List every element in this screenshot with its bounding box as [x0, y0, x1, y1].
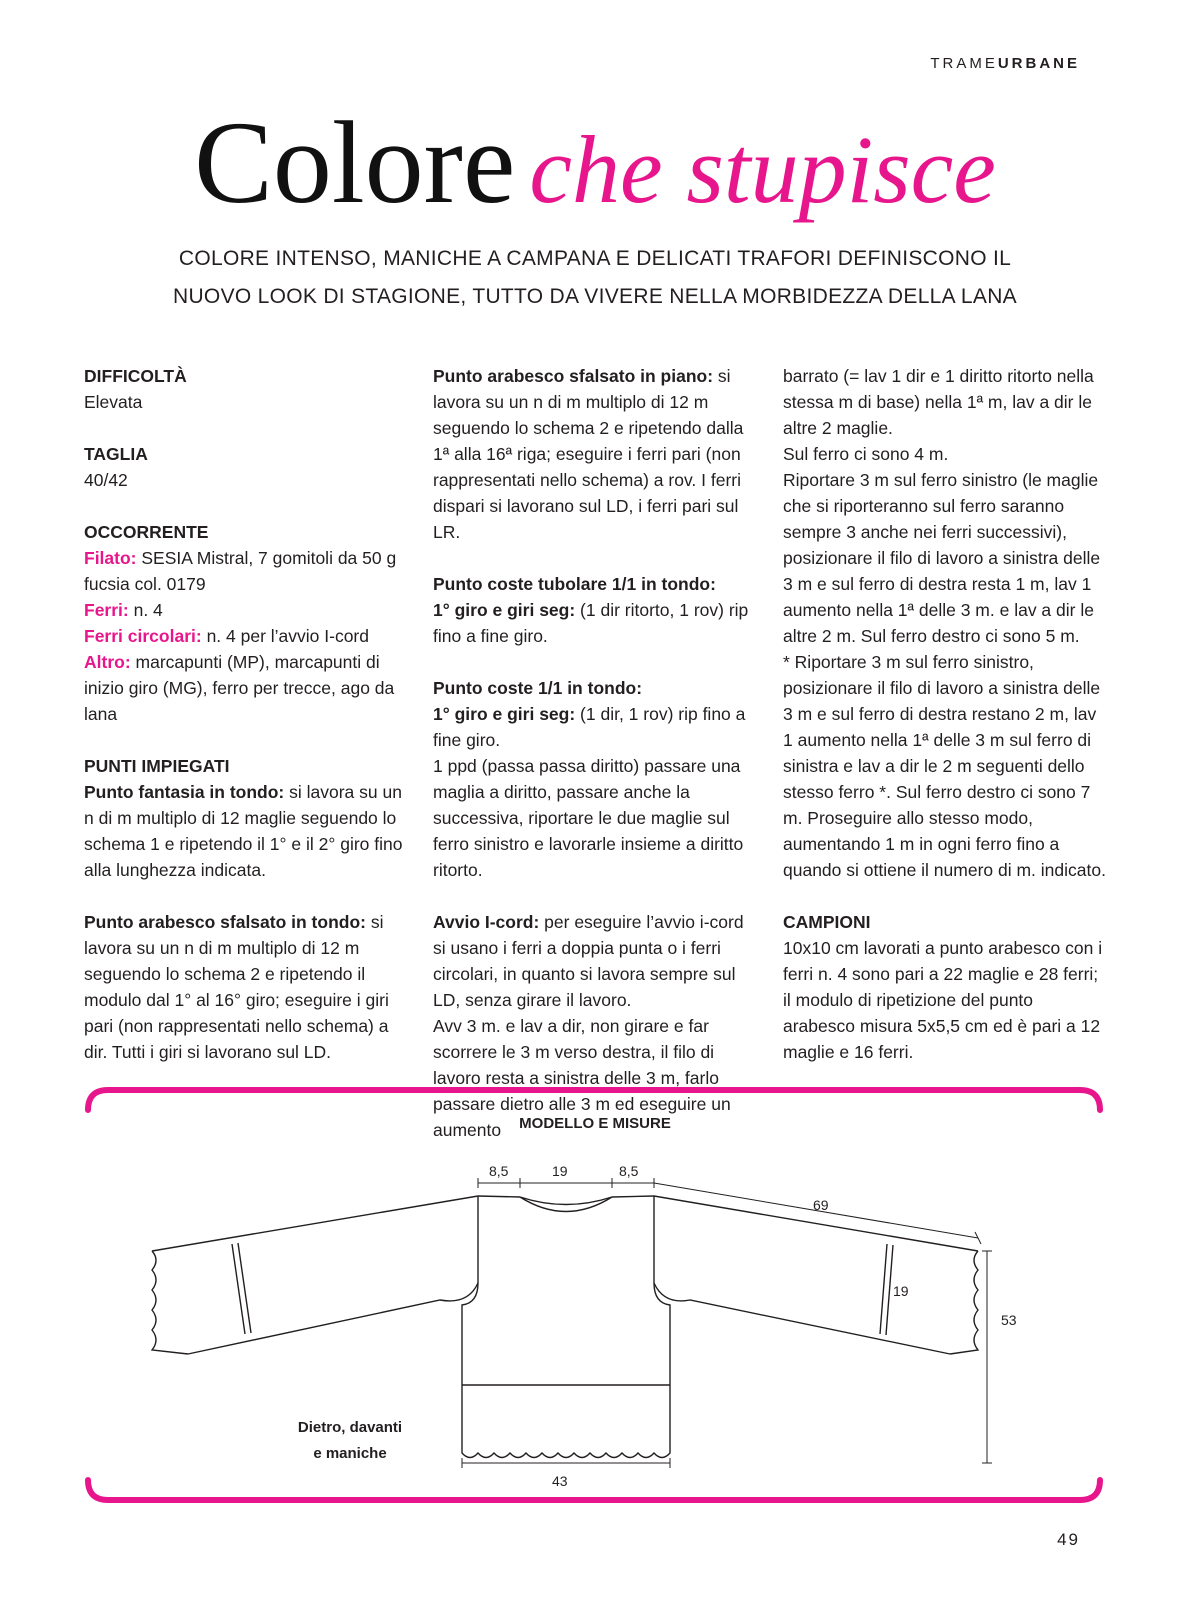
needles-value: n. 4: [128, 600, 163, 620]
size-value: 40/42: [84, 470, 128, 490]
dim-shoulder-left: 8,5: [489, 1163, 509, 1179]
needles-label: Ferri:: [84, 600, 129, 620]
top-bracket: [88, 1090, 1100, 1110]
other-label: Altro:: [84, 652, 131, 672]
arabesque-flat-value: si lavora su un n di m multiplo di 12 m seguendo lo schema 2 e ripetendo dalla 1ª alla 16ª riga; eseguire i ferri pari (non rappresentati nello schema) a rov. I ferri dispari si lavorano sul LD, i ferri pari sul LR.: [433, 366, 744, 542]
circular-needles-value: n. 4 per l’avvio I-cord: [201, 626, 369, 646]
arabesque-round-label: Punto arabesco sfalsato in tondo:: [84, 912, 366, 932]
icord-cont-1: barrato (= lav 1 dir e 1 diritto ritorto nella stessa m di base) nella 1ª m, lav a dir le altre 2 maglie.: [783, 366, 1094, 438]
rib-value: (1 dir, 1 rov) rip fino a fine giro.: [433, 704, 746, 750]
icord-label: Avvio I-cord:: [433, 912, 540, 932]
subtitle-line-2: NUOVO LOOK DI STAGIONE, TUTTO DA VIVERE NELLA MORBIDEZZA DELLA LANA: [173, 285, 1017, 308]
rib-heading: Punto coste 1/1 in tondo:: [433, 678, 643, 698]
page-number: 49: [1057, 1530, 1080, 1549]
icord-cont-2: Sul ferro ci sono 4 m.: [783, 444, 949, 464]
other-value: marcapunti (MP), marcapunti di inizio giro (MG), ferro per trecce, ago da lana: [84, 652, 395, 724]
ppd-text: 1 ppd (passa passa diritto) passare una maglia a diritto, passare anche la successiva, riportare le due maglie sul ferro sinistro e lavorarle insieme a diritto ritorto.: [433, 756, 744, 880]
yarn-label: Filato:: [84, 548, 137, 568]
tubular-rib-value: (1 dir ritorto, 1 rov) rip fino a fine giro.: [433, 600, 749, 646]
dim-length: 53: [1001, 1312, 1017, 1328]
dim-cuff: 19: [893, 1283, 909, 1299]
dim-shoulder-right: 8,5: [619, 1163, 639, 1179]
tubular-rib-label: 1° giro e giri seg:: [433, 600, 576, 620]
icord-cont-3: Riportare 3 m sul ferro sinistro (le maglie che si riporteranno sul ferro saranno sempre 3 anche nei ferri successivi), posizionare il filo di lavoro a sinistra delle 3 m e sul ferro di destra resta 1 m, lav 1 aumento nella 1ª delle 3 m. e lav a dir le altre 2 m. Sul ferro destro ci sono 5 m.: [783, 470, 1101, 646]
difficulty-heading: DIFFICOLTÀ: [84, 366, 187, 386]
stitches-heading: PUNTI IMPIEGATI: [84, 756, 230, 776]
yarn-value: SESIA Mistral, 7 gomitoli da 50 g fucsia col. 0179: [84, 548, 397, 594]
arabesque-round-value: si lavora su un n di m multiplo di 12 m seguendo lo schema 2 e ripetendo il modulo dal 1° al 16° giro; eseguire i giri pari (non rappresentati nello schema) a dir. Tutti i giri si lavorano sul LD.: [84, 912, 389, 1062]
difficulty-value: Elevata: [84, 392, 143, 412]
caption-line-1: Dietro, davanti: [297, 1419, 403, 1436]
tubular-rib-heading: Punto coste tubolare 1/1 in tondo:: [433, 574, 716, 594]
title-main: Colore: [194, 97, 516, 228]
dim-sleeve-length: 69: [813, 1197, 829, 1213]
gauge-heading: CAMPIONI: [783, 912, 871, 932]
arabesque-flat-label: Punto arabesco sfalsato in piano:: [433, 366, 714, 386]
materials-heading: OCCORRENTE: [84, 522, 209, 542]
icord-value: per eseguire l’avvio i-cord si usano i ferri a doppia punta o i ferri circolari, in quanto si lavora sempre sul LD, senza girare il lavoro.: [433, 912, 744, 1010]
icord-cont-4: * Riportare 3 m sul ferro sinistro, posizionare il filo di lavoro a sinistra delle 3 m e sul ferro di destra restano 2 m, lav 1 aumento nella 1ª delle 3 m sul ferro di sinistra e lav a dir le 2 m seguenti dello stesso ferro *. Sul ferro destro ci sono 7 m. Proseguire allo stesso modo, aumentando 1 m in ogni ferro fino a quando si ottiene il numero di m. indicato.: [783, 652, 1106, 880]
diagram-title: MODELLO E MISURE: [519, 1115, 671, 1132]
dimension-lines: [462, 1178, 992, 1468]
section-tag: TRAMEURBANE: [930, 55, 1080, 72]
diagram-caption: [285, 1415, 415, 1467]
sweater-outline: [152, 1196, 978, 1458]
icord-value-2: Avv 3 m. e lav a dir, non girare e far scorrere le 3 m verso destra, il filo di lavoro resta a sinistra delle 3 m, farlo passare dietro alle 3 m ed eseguire un aumento: [433, 1016, 731, 1140]
rib-label: 1° giro e giri seg:: [433, 704, 576, 724]
bottom-bracket: [88, 1480, 1100, 1500]
fancy-stitch-label: Punto fantasia in tondo:: [84, 782, 285, 802]
caption-line-2: e maniche: [313, 1445, 387, 1462]
fancy-stitch-value: si lavora su un n di m multiplo di 12 maglie seguendo lo schema 1 e ripetendo il 1° e il 2° giro fino alla lunghezza indicata.: [84, 782, 403, 880]
dim-width: 43: [552, 1473, 568, 1489]
gauge-value: 10x10 cm lavorati a punto arabesco con i ferri n. 4 sono pari a 22 maglie e 28 ferri; il modulo di ripetizione del punto arabesco misura 5x5,5 cm ed è pari a 12 maglie e 16 ferri.: [783, 938, 1103, 1062]
subtitle-line-1: COLORE INTENSO, MANICHE A CAMPANA E DELICATI TRAFORI DEFINISCONO IL: [178, 247, 1012, 270]
dim-neck: 19: [552, 1163, 568, 1179]
title-accent: che stupisce: [529, 116, 996, 223]
circular-needles-label: Ferri circolari:: [84, 626, 202, 646]
size-heading: TAGLIA: [84, 444, 148, 464]
